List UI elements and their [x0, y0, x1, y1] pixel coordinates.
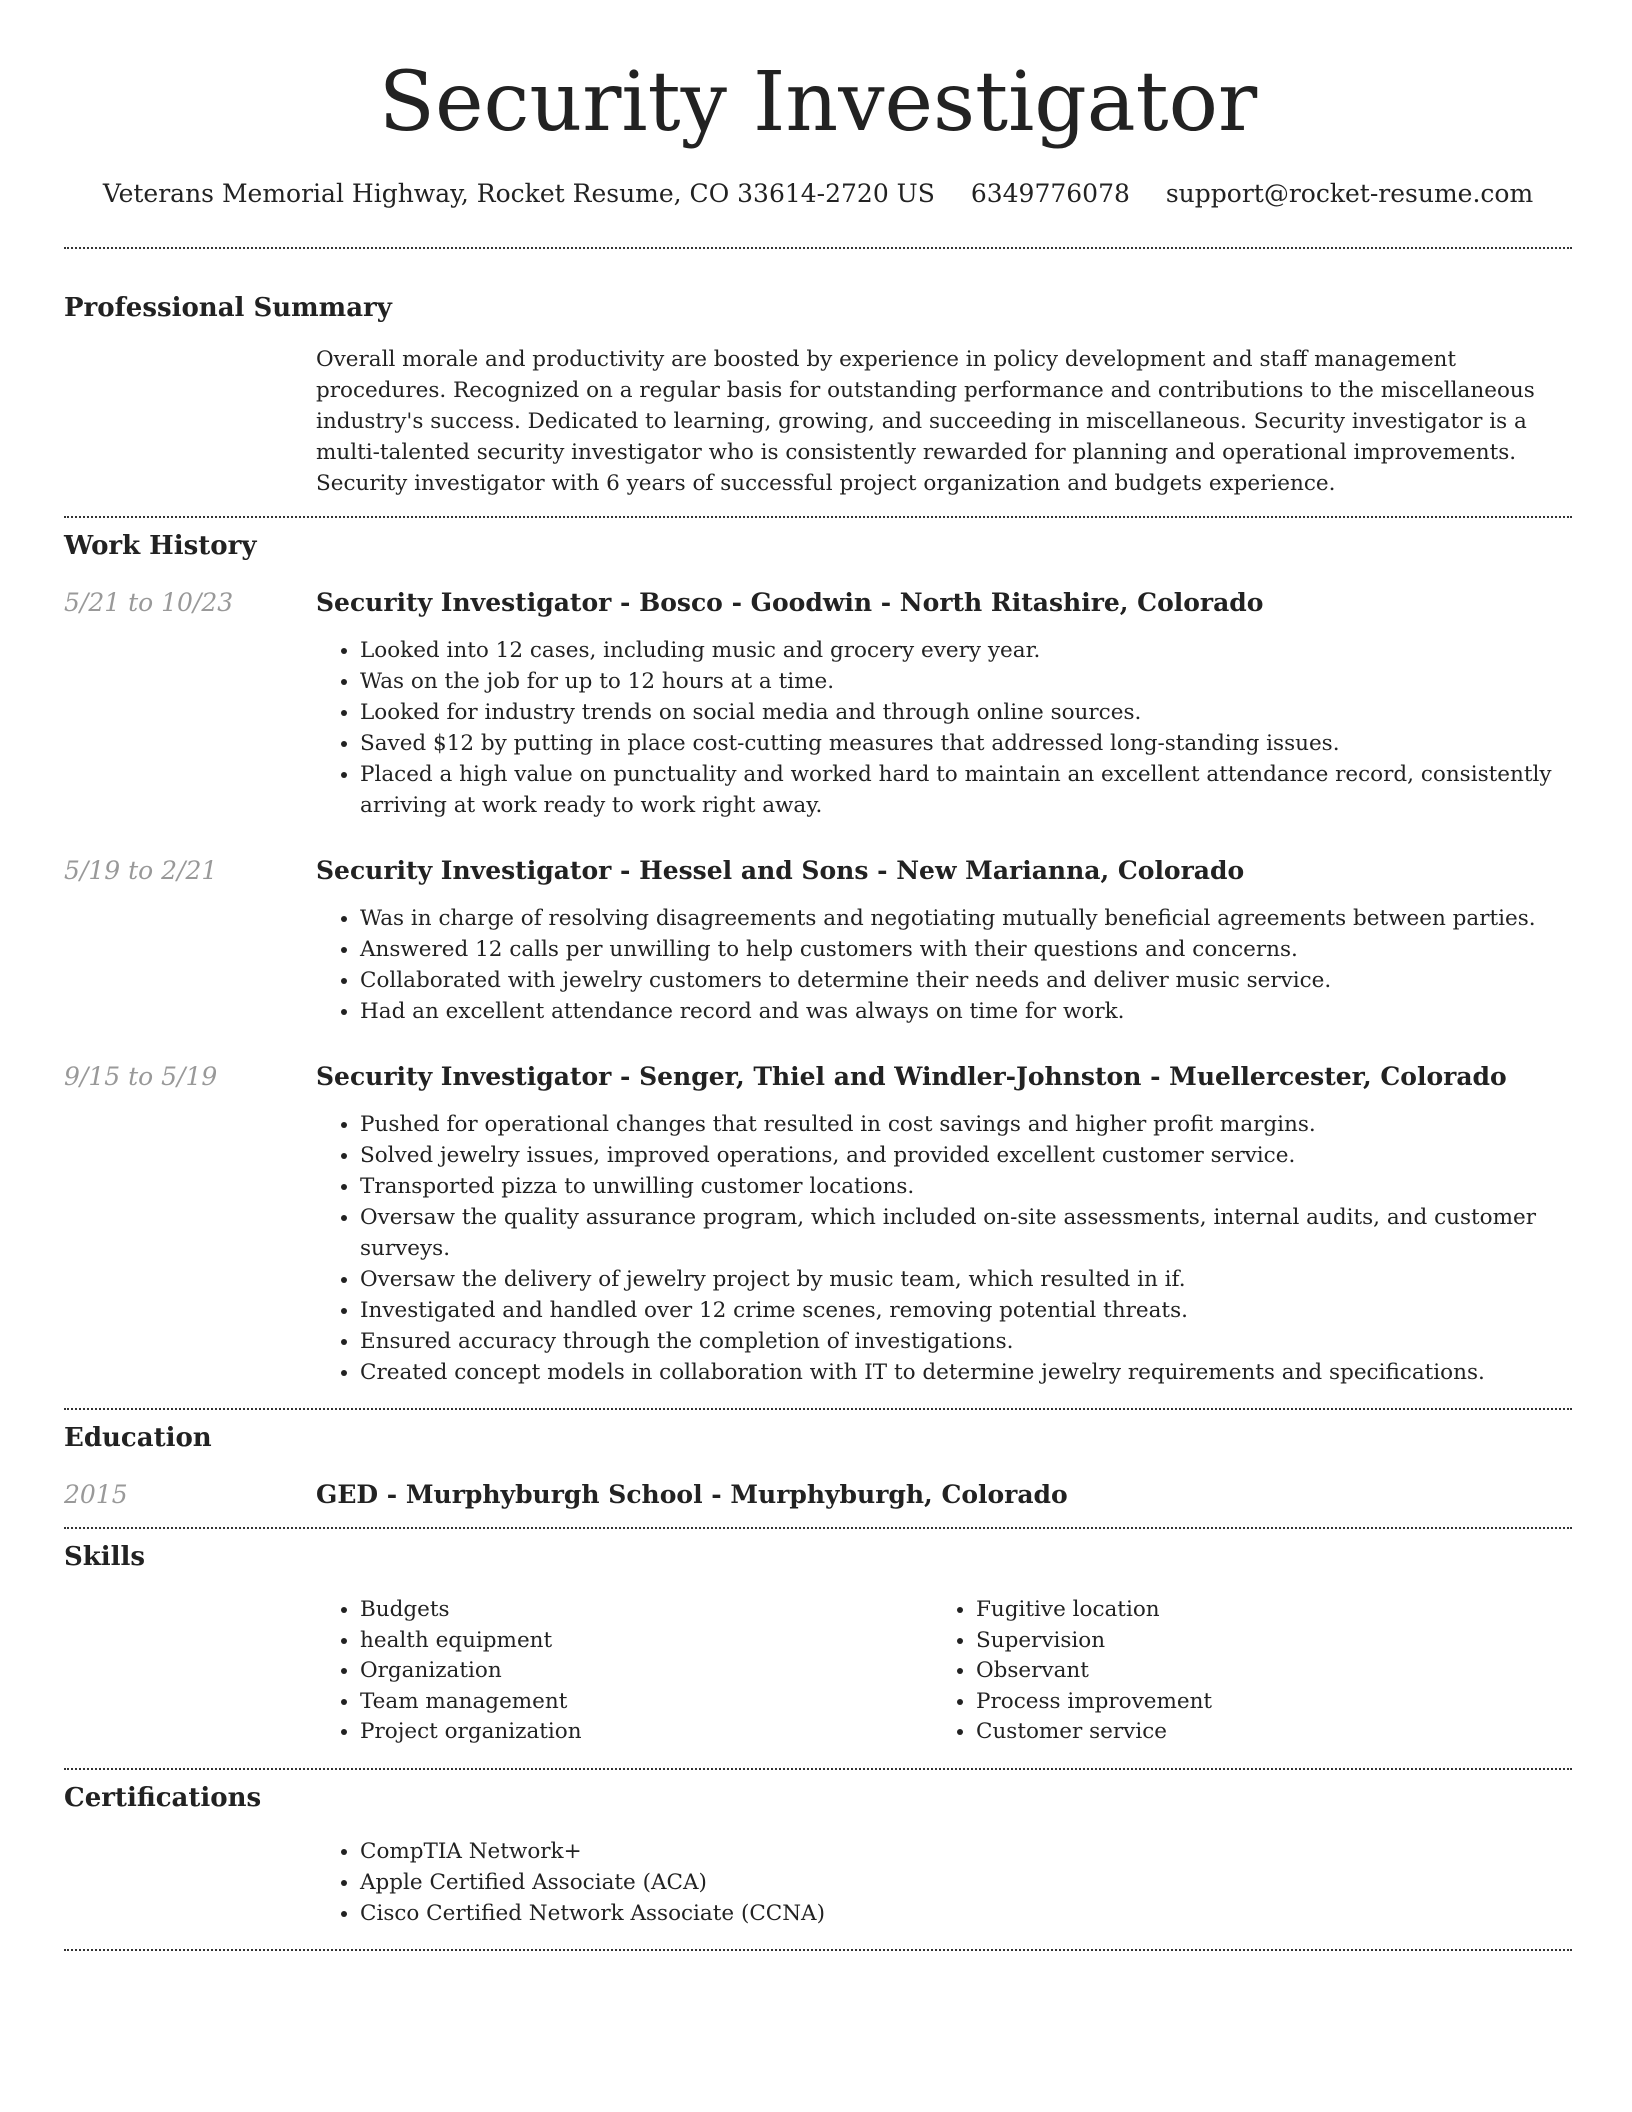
summary-text: Overall morale and productivity are boosted by experience in policy development and staff management procedures. Recognized on a regular basis for outstanding performance and contributions to the miscellaneous industry's success. Dedicated to learning, growing, and succeeding in miscellaneous. Security investigator is a multi-talented security investigator who is consistently rewarded for planning and operational improvements. Security investigator with 6 years of successful project organization and budgets experience.	[316, 347, 1535, 496]
summary-row	[64, 344, 1572, 499]
skills-list-left	[316, 1595, 932, 1748]
skills-columns	[316, 1595, 1572, 1748]
list-item: • Process improvement	[976, 1687, 1548, 1718]
education-title: GED - Murphyburgh School - Murphyburgh, Colorado	[316, 1480, 1068, 1509]
job-entry	[64, 1060, 1572, 1388]
list-item: • Investigated and handled over 12 crime scenes, removing potential threats.	[360, 1295, 1572, 1326]
list-item: • Looked for industry trends on social media and through online sources.	[360, 697, 1572, 728]
divider	[64, 1408, 1572, 1410]
resume-page	[64, 0, 1572, 1951]
job-dates: 5/19 to 2/21	[64, 856, 218, 885]
divider	[64, 1768, 1572, 1770]
job-bullets	[316, 1109, 1572, 1388]
section-heading-summary: Professional Summary	[64, 293, 392, 323]
section-heading-work: Work History	[64, 531, 257, 561]
list-item: • Organization	[360, 1656, 932, 1687]
list-item: • Collaborated with jewelry customers to determine their needs and deliver music service.	[360, 965, 1572, 996]
certifications-row	[64, 1836, 1572, 1929]
list-item: • Was on the job for up to 12 hours at a time.	[360, 666, 1572, 697]
skills-list-right	[932, 1595, 1548, 1748]
list-item: • Pushed for operational changes that resulted in cost savings and higher profit margins.	[360, 1109, 1572, 1140]
list-item: • Placed a high value on punctuality and worked hard to maintain an excellent attendance record, consistently arriving at work ready to work right away.	[360, 759, 1572, 821]
education-entry	[64, 1478, 1572, 1512]
list-item: • Observant	[976, 1656, 1548, 1687]
list-item: • Customer service	[976, 1717, 1548, 1748]
job-dates: 5/21 to 10/23	[64, 588, 234, 617]
list-item: • Cisco Certified Network Associate (CCNA)	[360, 1898, 1572, 1929]
divider	[64, 1527, 1572, 1529]
list-item: • Transported pizza to unwilling customer locations.	[360, 1171, 1572, 1202]
list-item: • Budgets	[360, 1595, 932, 1626]
list-item: • Answered 12 calls per unwilling to help customers with their questions and concerns.	[360, 934, 1572, 965]
list-item: • Supervision	[976, 1626, 1548, 1657]
list-item: • Ensured accuracy through the completion of investigations.	[360, 1326, 1572, 1357]
divider	[64, 1949, 1572, 1951]
list-item: • health equipment	[360, 1626, 932, 1657]
section-heading-skills: Skills	[64, 1542, 146, 1572]
list-item: • Team management	[360, 1687, 932, 1718]
job-title: Security Investigator - Hessel and Sons - New Marianna, Colorado	[316, 856, 1245, 885]
list-item: • Apple Certified Associate (ACA)	[360, 1867, 1572, 1898]
list-item: • Fugitive location	[976, 1595, 1548, 1626]
job-dates: 9/15 to 5/19	[64, 1062, 218, 1091]
job-entry	[64, 586, 1572, 821]
list-item: • Had an excellent attendance record and was always on time for work.	[360, 996, 1572, 1027]
list-item: • Oversaw the delivery of jewelry project by music team, which resulted in if.	[360, 1264, 1572, 1295]
divider	[64, 247, 1572, 249]
job-title: Security Investigator - Bosco - Goodwin - North Ritashire, Colorado	[316, 588, 1264, 617]
contact-phone: 6349776078	[970, 179, 1130, 208]
contact-line	[64, 178, 1572, 210]
list-item: • Was in charge of resolving disagreements and negotiating mutually beneficial agreements between parties.	[360, 903, 1572, 934]
contact-address: Veterans Memorial Highway, Rocket Resume, CO 33614-2720 US	[102, 179, 935, 208]
contact-email: support@rocket-resume.com	[1165, 179, 1534, 208]
list-item: • Saved $12 by putting in place cost-cutting measures that addressed long-standing issues.	[360, 728, 1572, 759]
job-bullets	[316, 903, 1572, 1027]
list-item: • Oversaw the quality assurance program, which included on-site assessments, internal audits, and customer surveys.	[360, 1202, 1572, 1264]
divider	[64, 516, 1572, 518]
job-bullets	[316, 635, 1572, 821]
list-item: • CompTIA Network+	[360, 1836, 1572, 1867]
list-item: • Solved jewelry issues, improved operations, and provided excellent customer service.	[360, 1140, 1572, 1171]
job-entry	[64, 854, 1572, 1027]
list-item: • Project organization	[360, 1717, 932, 1748]
list-item: • Looked into 12 cases, including music and grocery every year.	[360, 635, 1572, 666]
resume-name: Security Investigator	[378, 55, 1258, 150]
section-heading-education: Education	[64, 1423, 212, 1453]
section-heading-certifications: Certifications	[64, 1782, 262, 1813]
education-year: 2015	[64, 1480, 128, 1509]
certifications-list	[316, 1836, 1572, 1929]
skills-row	[64, 1595, 1572, 1748]
list-item: • Created concept models in collaboration with IT to determine jewelry requirements and specifications.	[360, 1357, 1572, 1388]
job-title: Security Investigator - Senger, Thiel and Windler-Johnston - Muellercester, Colorado	[316, 1062, 1507, 1091]
